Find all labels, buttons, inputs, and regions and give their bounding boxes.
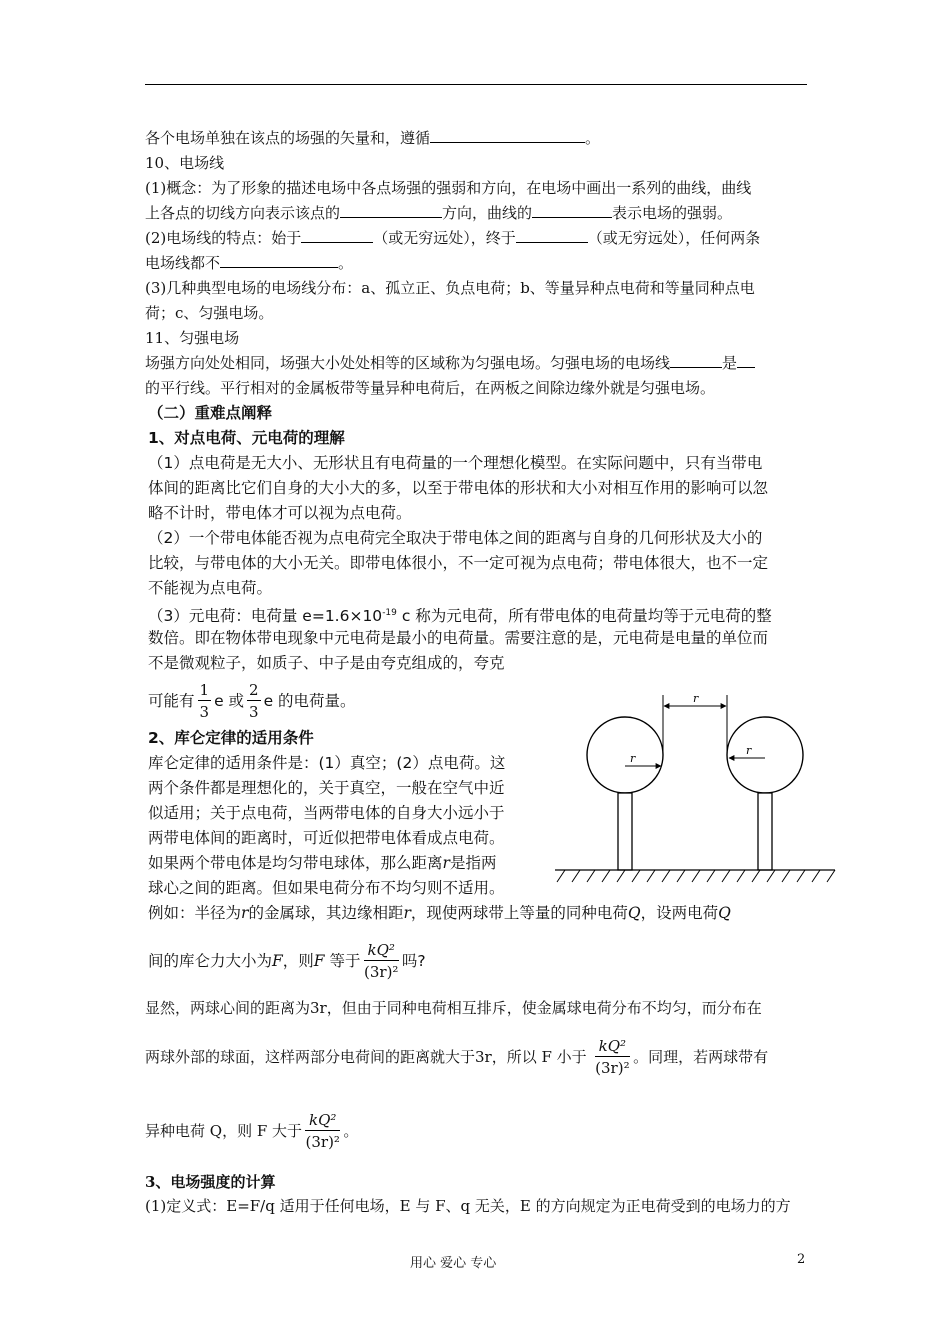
variable-r: r xyxy=(403,904,411,922)
text: 。 xyxy=(338,254,354,272)
right-sphere xyxy=(727,717,803,793)
two-spheres-figure xyxy=(550,690,840,890)
text: 异种电荷 Q，则 F 大于 xyxy=(145,1122,303,1140)
right-stand xyxy=(758,793,772,870)
text-line: 显然，两球心间的距离为3r，但由于同种电荷相互排斥，使金属球电荷分布不均匀，而分布在 xyxy=(145,999,762,1017)
text: 方向，曲线的 xyxy=(442,204,533,222)
text: 可能有 xyxy=(148,692,195,710)
section-title: 10、电场线 xyxy=(145,154,225,172)
fill-blank xyxy=(670,353,722,368)
text: 各个电场单独在该点的场强的矢量和，遵循 xyxy=(145,129,431,147)
text-line xyxy=(148,903,731,923)
text-line: (1)概念：为了形象的描述电场中各点场强的强弱和方向，在电场中画出一系列的曲线，曲线 xyxy=(145,179,752,197)
text: 上各点的切线方向表示该点的 xyxy=(145,204,341,222)
text: 间的库仑力大小为 xyxy=(148,952,273,970)
left-stand xyxy=(618,793,632,870)
text-line: 两带电体间的距离时，可近似把带电体看成点电荷。 xyxy=(148,829,505,847)
text-line xyxy=(145,253,353,273)
text-line xyxy=(148,853,496,873)
text: e 的电荷量。 xyxy=(263,692,356,710)
text: 表示电场的强弱。 xyxy=(612,204,733,222)
text: 吗? xyxy=(401,952,426,970)
variable-f: F xyxy=(272,952,283,970)
text-line: 两个条件都是理想化的，关于真空，一般在空气中近 xyxy=(148,779,505,797)
text: （3）元电荷：电荷量 e=1.6×10 xyxy=(148,607,383,626)
formula-kq2-over-3r2 xyxy=(595,1036,630,1079)
variable-r: r xyxy=(241,904,249,922)
numerator: 2 xyxy=(249,680,259,699)
numerator: kQ² xyxy=(305,1110,340,1131)
fill-blank xyxy=(737,353,755,368)
text-line: 似适用；关于点电荷，当两带电体的自身大小远小于 xyxy=(148,804,505,822)
text: ，则 xyxy=(282,952,314,970)
denominator: 3 xyxy=(199,702,210,721)
text-line: （1）点电荷是无大小、无形状且有电荷量的一个理想化模型。在实际问题中，只有当带电 xyxy=(148,454,763,472)
text-line xyxy=(145,228,760,248)
text-line xyxy=(145,128,600,148)
text-line: 库仑定律的适用条件是：(1）真空；(2）点电荷。这 xyxy=(148,754,506,772)
label-r-top: r xyxy=(693,692,699,705)
text: (2)电场线的特点：始于 xyxy=(145,229,302,247)
fill-blank xyxy=(220,253,338,268)
subsection-title: （二）重难点阐释 xyxy=(148,404,273,422)
text-line xyxy=(145,203,732,223)
denominator: (3r)² xyxy=(595,1058,630,1077)
label-r-right: r xyxy=(746,744,752,757)
text-line xyxy=(148,678,356,724)
denominator: 3 xyxy=(249,702,259,721)
text: 电场线都不 xyxy=(145,254,221,272)
text-line xyxy=(145,1104,358,1158)
text-line xyxy=(148,603,772,626)
text-line: (3)几种典型电场的电场线分布：a、孤立正、负点电荷；b、等量异种点电荷和等量同种点电 xyxy=(145,279,755,297)
text-line xyxy=(145,1030,768,1084)
numerator: kQ² xyxy=(595,1036,630,1057)
fill-blank xyxy=(516,228,588,243)
subsection-title: 2、库仑定律的适用条件 xyxy=(148,729,314,747)
denominator: (3r)² xyxy=(364,962,399,981)
fill-blank xyxy=(301,228,373,243)
text: 如果两个带电体是均匀带电球体，那么距离 xyxy=(148,854,443,872)
text-line xyxy=(148,934,426,988)
text: ，现使两球带上等量的同种电荷 xyxy=(410,904,628,922)
page-number: 2 xyxy=(797,1252,806,1267)
numerator: 1 xyxy=(199,680,210,699)
text-line: 数倍。即在物体带电现象中元电荷是最小的电荷量。需要注意的是，元电荷是电量的单位而 xyxy=(148,629,769,647)
variable-q: Q xyxy=(627,904,641,922)
text: 例如：半径为 xyxy=(148,904,242,922)
text-line xyxy=(145,353,755,373)
text-line: 球心之间的距离。但如果电荷分布不均匀则不适用。 xyxy=(148,879,505,897)
text: c 称为元电荷，所有带电体的电荷量均等于元电荷的整 xyxy=(396,607,772,626)
section-title: 11、匀强电场 xyxy=(145,329,240,347)
text: 是 xyxy=(722,354,738,372)
variable-r: r xyxy=(442,854,450,872)
text-line: 比较，与带电体的大小无关。即带电体很小，不一定可视为点电荷；带电体很大，也不一定 xyxy=(148,554,769,572)
header-rule xyxy=(145,84,807,85)
fill-blank xyxy=(430,128,585,143)
text: （或无穷远处），任何两条 xyxy=(587,229,761,247)
fraction-one-third xyxy=(198,680,212,723)
text: 是指两 xyxy=(449,854,497,872)
text: 。 xyxy=(343,1122,359,1140)
fill-blank xyxy=(340,203,442,218)
fill-blank xyxy=(532,203,612,218)
ground-hatching xyxy=(557,870,835,882)
variable-q: Q xyxy=(718,904,731,922)
variable-f: F xyxy=(313,952,325,970)
text-line: （2）一个带电体能否视为点电荷完全取决于带电体之间的距离与自身的几何形状及大小的 xyxy=(148,529,763,547)
formula-kq2-over-3r2 xyxy=(364,940,399,983)
label-r-left: r xyxy=(630,752,636,765)
text: 。 xyxy=(585,129,601,147)
text-line: 不是微观粒子，如质子、中子是由夸克组成的，夸克 xyxy=(148,654,505,672)
numerator: kQ² xyxy=(364,940,399,961)
formula-kq2-over-3r2 xyxy=(305,1110,340,1153)
text-line: 略不计时，带电体才可以视为点电荷。 xyxy=(148,504,412,522)
text: ，设两电荷 xyxy=(640,904,719,922)
denominator: (3r)² xyxy=(305,1132,340,1151)
subsection-title: 1、对点电荷、元电荷的理解 xyxy=(148,429,345,447)
left-sphere xyxy=(587,717,663,793)
text: 两球外部的球面，这样两部分电荷间的距离就大于3r，所以 F 小于 xyxy=(145,1048,587,1066)
text: （或无穷远处），终于 xyxy=(373,229,516,247)
subsection-title: 3、电场强度的计算 xyxy=(145,1173,276,1191)
text: 场强方向处处相同，场强大小处处相等的区域称为匀强电场。匀强电场的电场线 xyxy=(145,354,671,372)
text-line: 的平行线。平行相对的金属板带等量异种电荷后，在两板之间除边缘外就是匀强电场。 xyxy=(145,379,716,397)
text-line: (1)定义式：E=F/q 适用于任何电场，E 与 F、q 无关，E 的方向规定为正电荷受到的电场力的方 xyxy=(145,1197,791,1215)
text: 的金属球，其边缘相距 xyxy=(248,904,404,922)
fraction-two-thirds xyxy=(247,680,261,723)
text-line: 荷；c、匀强电场。 xyxy=(145,304,274,322)
text-line: 不能视为点电荷。 xyxy=(148,579,273,597)
text: e 或 xyxy=(214,692,245,710)
exponent: -19 xyxy=(382,608,397,618)
text: 等于 xyxy=(329,952,361,970)
text-line: 体间的距离比它们自身的大小大的多，以至于带电体的形状和大小对相互作用的影响可以忽 xyxy=(148,479,769,497)
footer-motto: 用心 爱心 专心 xyxy=(410,1256,497,1271)
text: 。同理，若两球带有 xyxy=(633,1048,769,1066)
